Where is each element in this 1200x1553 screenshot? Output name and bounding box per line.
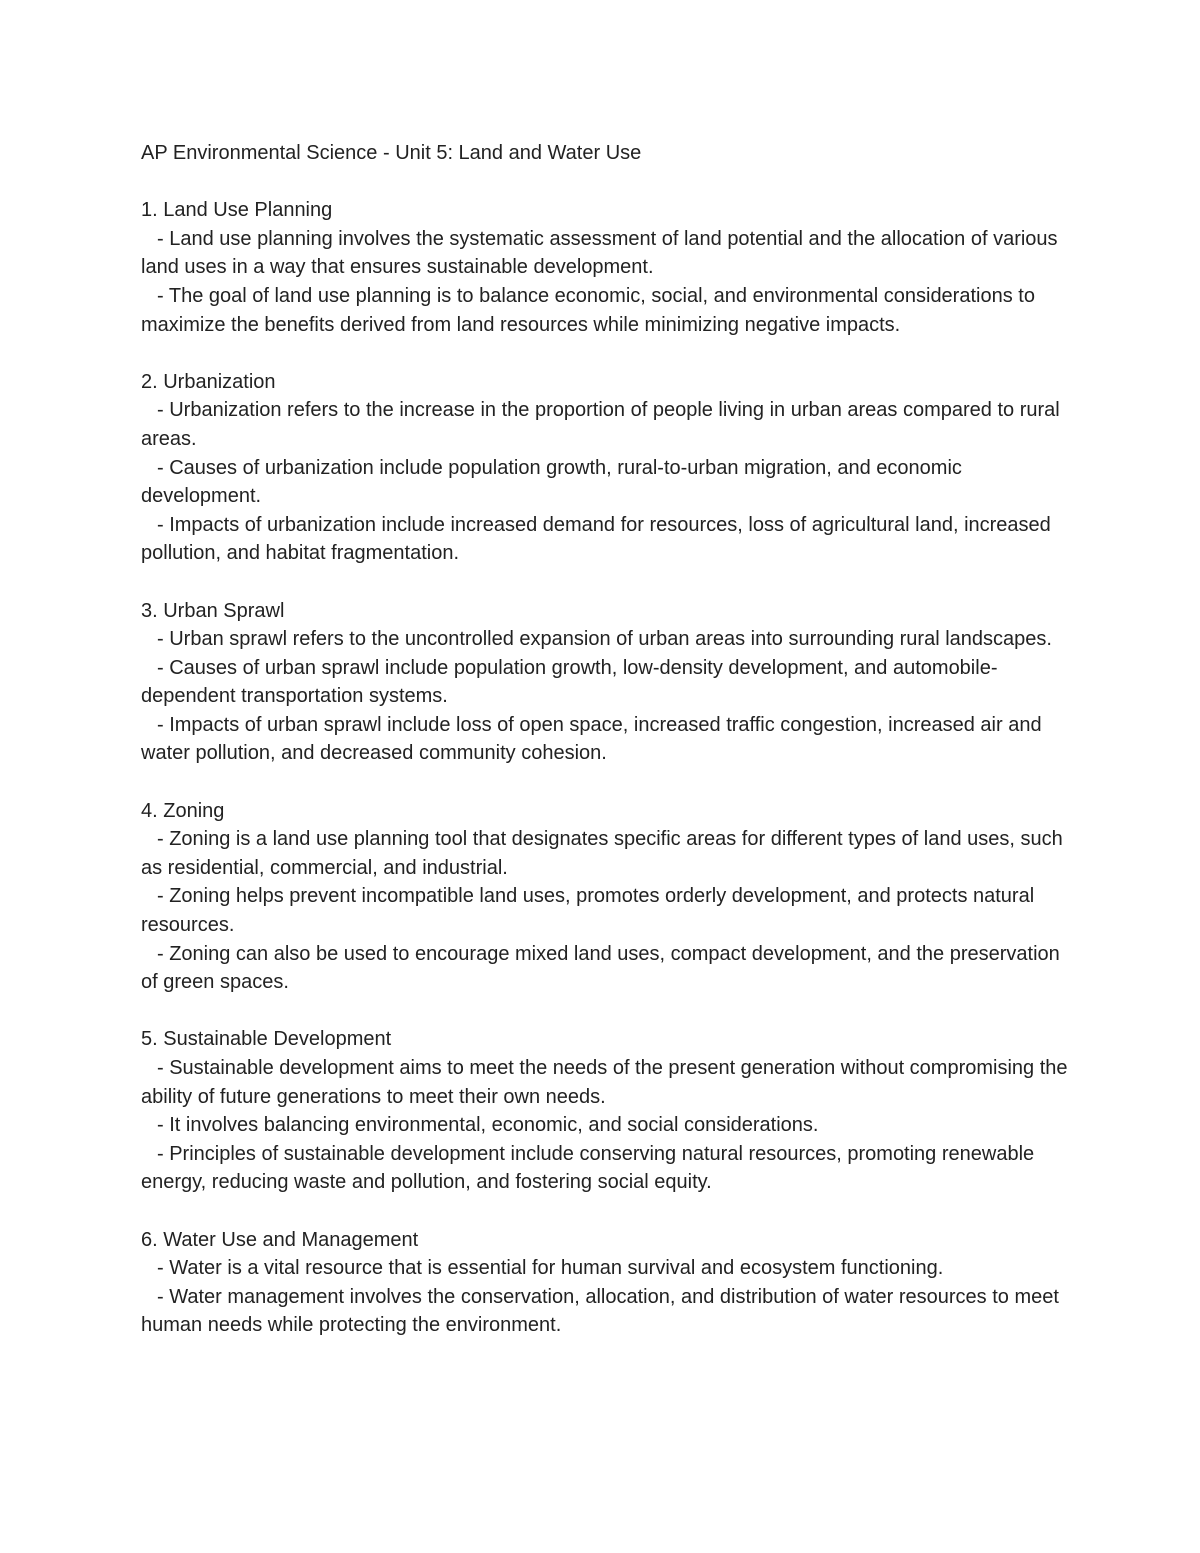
section-heading: 6. Water Use and Management: [141, 1228, 419, 1251]
section-heading: 1. Land Use Planning: [141, 199, 333, 222]
bullet-text: - Sustainable development aims to meet the needs of the present generation without compromising the ability of future generations to meet their own needs.: [141, 1057, 1068, 1108]
bullet-text: - Water is a vital resource that is essential for human survival and ecosystem functioning.: [157, 1257, 944, 1280]
section-zoning: [141, 797, 1071, 997]
section-heading: 2. Urbanization: [141, 370, 276, 393]
bullet-text: - Land use planning involves the systematic assessment of land potential and the allocation of various land uses in a way that ensures sustainable development.: [141, 227, 1058, 279]
document-page: [141, 139, 1071, 1369]
section-water-use-management: [141, 1226, 1071, 1340]
section-heading: 4. Zoning: [141, 799, 225, 822]
section-heading: 5. Sustainable Development: [141, 1028, 392, 1051]
bullet-text: - Causes of urbanization include population growth, rural-to-urban migration, and economic development.: [141, 456, 962, 508]
section-urbanization: [141, 368, 1071, 568]
bullet-text: - Urbanization refers to the increase in the proportion of people living in urban areas compared to rural areas.: [141, 399, 1060, 450]
section-sustainable-development: [141, 1025, 1071, 1197]
section-heading: 3. Urban Sprawl: [141, 599, 285, 622]
bullet-text: - Water management involves the conservation, allocation, and distribution of water resources to meet human needs while protecting the environment.: [141, 1285, 1059, 1337]
bullet-text: - Impacts of urbanization include increased demand for resources, loss of agricultural land, increased pollution, and habitat fragmentation.: [141, 513, 1051, 565]
section-urban-sprawl: [141, 597, 1071, 769]
bullet-text: - Urban sprawl refers to the uncontrolled expansion of urban areas into surrounding rural landscapes.: [157, 628, 1052, 651]
bullet-text: - Zoning helps prevent incompatible land uses, promotes orderly development, and protects natural resources.: [141, 885, 1035, 937]
bullet-text: - Impacts of urban sprawl include loss of open space, increased traffic congestion, increased air and water pollution, and decreased community cohesion.: [141, 713, 1042, 765]
section-land-use-planning: [141, 196, 1071, 339]
document-title: AP Environmental Science - Unit 5: Land and Water Use: [141, 142, 642, 164]
bullet-text: - The goal of land use planning is to balance economic, social, and environmental considerations to maximize the benefits derived from land resources while minimizing negative impacts.: [141, 284, 1035, 336]
bullet-text: - Causes of urban sprawl include population growth, low-density development, and automobile-dependent transportation systems.: [141, 656, 998, 708]
bullet-text: - Zoning can also be used to encourage mixed land uses, compact development, and the preservation of green spaces.: [141, 942, 1060, 994]
bullet-text: - It involves balancing environmental, economic, and social considerations.: [157, 1114, 819, 1137]
bullet-text: - Principles of sustainable development include conserving natural resources, promoting renewable energy, reducing waste and pollution, and fostering social equity.: [141, 1142, 1035, 1194]
bullet-text: - Zoning is a land use planning tool that designates specific areas for different types of land uses, such as residential, commercial, and industrial.: [141, 828, 1063, 879]
